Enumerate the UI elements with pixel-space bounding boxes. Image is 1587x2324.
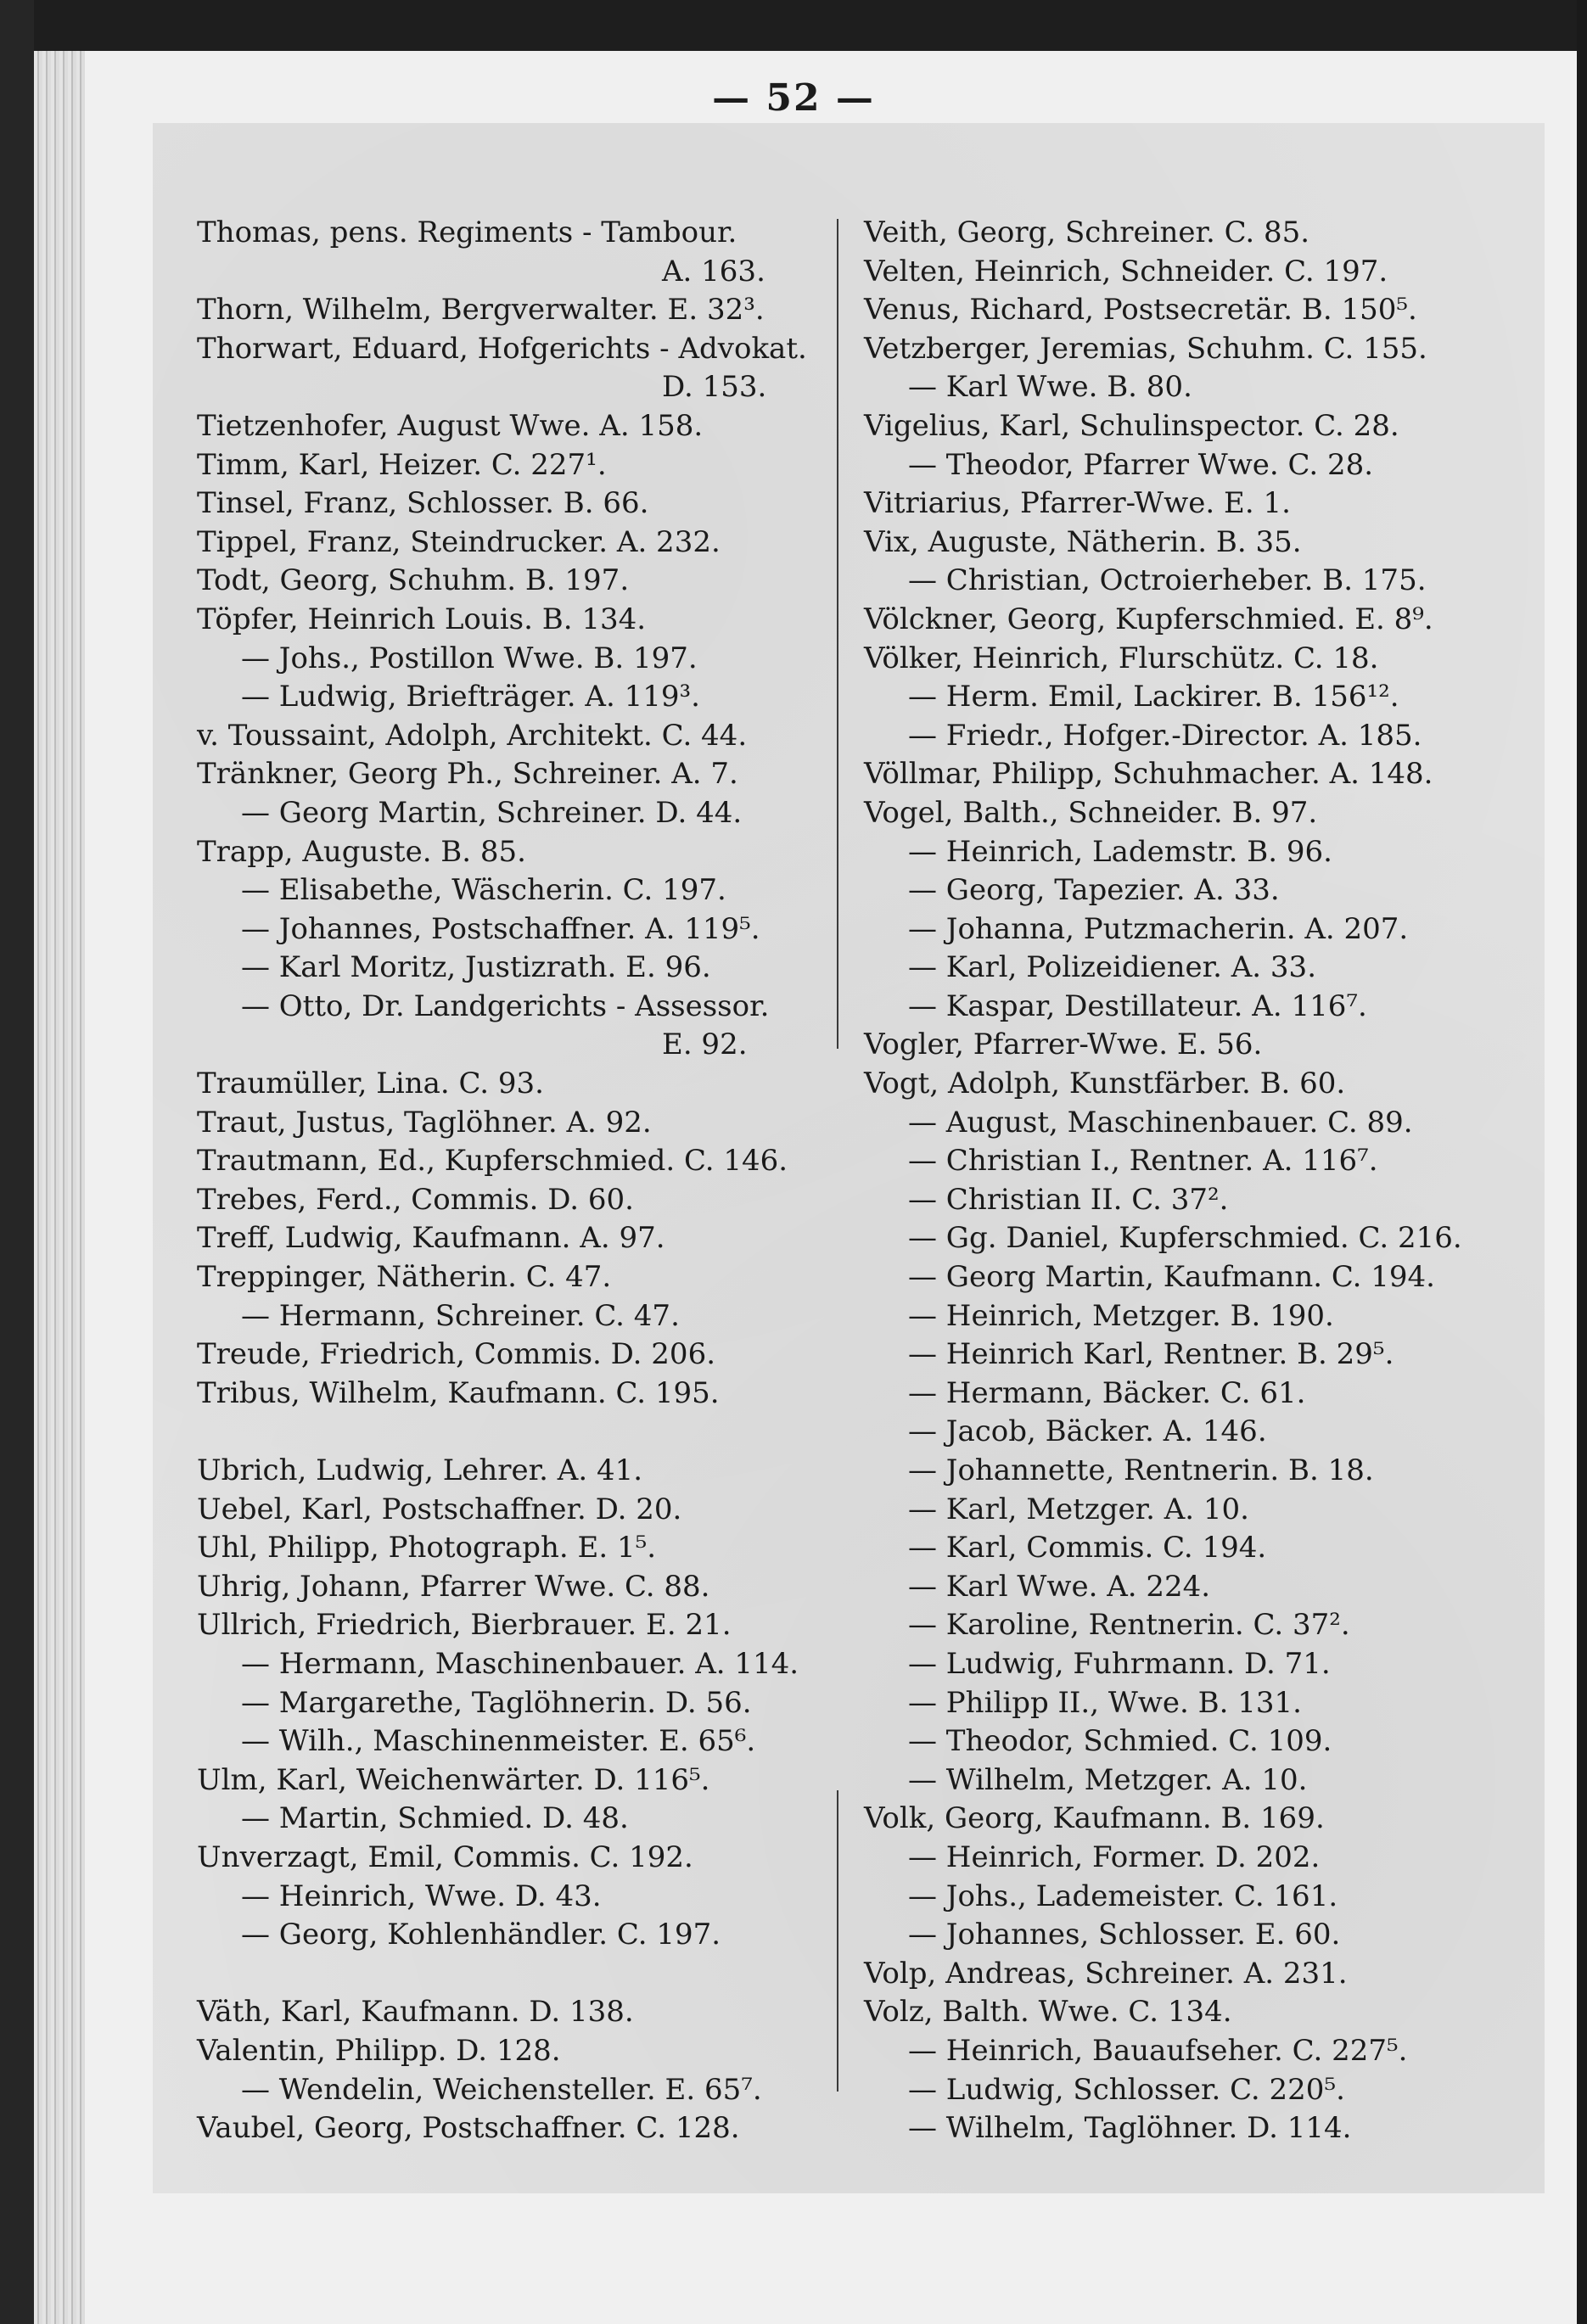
section-gap	[197, 1955, 876, 1994]
directory-entry: — Johannes, Postschaffner. A. 119⁵.	[241, 911, 760, 946]
directory-entry: — Georg Martin, Schreiner. D. 44.	[241, 795, 743, 830]
directory-entry: — Herm. Emil, Lackirer. B. 156¹².	[908, 680, 1399, 714]
directory-entry: — Karl Wwe. A. 224.	[908, 1569, 1211, 1604]
directory-entry: — Ludwig, Schlosser. C. 220⁵.	[908, 2072, 1345, 2107]
directory-entry: Trautmann, Ed., Kupferschmied. C. 146.	[197, 1144, 788, 1179]
directory-entry: — Heinrich, Wwe. D. 43.	[241, 1879, 602, 1913]
directory-entry: — Wilhelm, Metzger. A. 10.	[908, 1762, 1308, 1797]
directory-entry: — Karl, Commis. C. 194.	[908, 1531, 1267, 1565]
directory-entry: — Karl Wwe. B. 80.	[908, 370, 1192, 405]
directory-entry: — Christian I., Rentner. A. 116⁷.	[908, 1144, 1378, 1179]
entry-continuation: E. 92.	[662, 1028, 748, 1062]
directory-entry: Traumüller, Lina. C. 93.	[197, 1067, 544, 1101]
directory-entry: v. Toussaint, Adolph, Architekt. C. 44.	[197, 718, 748, 753]
directory-entry: — Gg. Daniel, Kupferschmied. C. 216.	[908, 1221, 1462, 1256]
directory-entry: — Karl Moritz, Justizrath. E. 96.	[241, 950, 711, 985]
directory-entry: — August, Maschinenbauer. C. 89.	[908, 1105, 1413, 1140]
directory-entry: Unverzagt, Emil, Commis. C. 192.	[197, 1840, 693, 1874]
directory-entry: Vogt, Adolph, Kunstfärber. B. 60.	[864, 1067, 1346, 1101]
directory-entry: — Johannette, Rentnerin. B. 18.	[908, 1453, 1374, 1487]
directory-entry: Tribus, Wilhelm, Kaufmann. C. 195.	[197, 1375, 720, 1410]
directory-entry: Trebes, Ferd., Commis. D. 60.	[197, 1182, 634, 1217]
directory-entry: Volp, Andreas, Schreiner. A. 231.	[864, 1956, 1348, 1991]
directory-entry: Thorwart, Eduard, Hofgerichts - Advokat.	[197, 331, 807, 366]
scan-left-edge	[0, 0, 34, 2324]
directory-entry: Ubrich, Ludwig, Lehrer. A. 41.	[197, 1453, 643, 1487]
page-number: — 52 —	[712, 76, 875, 120]
directory-entry: — Theodor, Pfarrer Wwe. C. 28.	[908, 447, 1374, 482]
directory-entry: Treff, Ludwig, Kaufmann. A. 97.	[197, 1221, 665, 1256]
directory-entry: — Georg, Tapezier. A. 33.	[908, 873, 1280, 908]
directory-entry: — Theodor, Schmied. C. 109.	[908, 1724, 1332, 1759]
directory-entry: — Otto, Dr. Landgerichts - Assessor.	[241, 988, 770, 1023]
directory-entry: — Philipp II., Wwe. B. 131.	[908, 1685, 1302, 1720]
scan-right-edge	[1577, 0, 1587, 2324]
directory-entry: Vetzberger, Jeremias, Schuhm. C. 155.	[864, 331, 1427, 366]
directory-entry: — Jacob, Bäcker. A. 146.	[908, 1414, 1267, 1449]
directory-entry: — Kaspar, Destillateur. A. 116⁷.	[908, 988, 1367, 1023]
directory-entry: Valentin, Philipp. D. 128.	[197, 2033, 561, 2068]
directory-entry: Traut, Justus, Taglöhner. A. 92.	[197, 1105, 652, 1140]
directory-entry: Thorn, Wilhelm, Bergverwalter. E. 32³.	[197, 293, 765, 328]
directory-entry: — Friedr., Hofger.-Director. A. 185.	[908, 718, 1422, 753]
right-column	[864, 214, 1509, 2148]
directory-entry: — Johs., Postillon Wwe. B. 197.	[241, 641, 698, 675]
directory-entry: — Johanna, Putzmacherin. A. 207.	[908, 911, 1409, 946]
left-column	[197, 214, 876, 2148]
directory-entry: Tippel, Franz, Steindrucker. A. 232.	[197, 524, 721, 559]
directory-entry: Vigelius, Karl, Schulinspector. C. 28.	[864, 408, 1399, 443]
directory-entry: Todt, Georg, Schuhm. B. 197.	[197, 563, 630, 598]
directory-entry: Timm, Karl, Heizer. C. 227¹.	[197, 447, 607, 482]
directory-entry: Volk, Georg, Kaufmann. B. 169.	[864, 1801, 1325, 1836]
directory-entry: — Heinrich, Lademstr. B. 96.	[908, 834, 1332, 869]
directory-entry: — Karoline, Rentnerin. C. 37².	[908, 1608, 1350, 1643]
entry-continuation: D. 153.	[662, 370, 767, 405]
directory-entry: — Georg Martin, Kaufmann. C. 194.	[908, 1260, 1435, 1295]
directory-entry: Venus, Richard, Postsecretär. B. 150⁵.	[864, 293, 1417, 328]
directory-entry: — Margarethe, Taglöhnerin. D. 56.	[241, 1685, 752, 1720]
directory-entry: Tränkner, Georg Ph., Schreiner. A. 7.	[197, 757, 738, 792]
directory-entry: — Karl, Polizeidiener. A. 33.	[908, 950, 1316, 985]
directory-entry: Völckner, Georg, Kupferschmied. E. 8⁹.	[864, 602, 1433, 636]
directory-entry: — Heinrich Karl, Rentner. B. 29⁵.	[908, 1337, 1394, 1372]
directory-entry: — Christian, Octroierheber. B. 175.	[908, 563, 1427, 598]
directory-entry: Völker, Heinrich, Flurschütz. C. 18.	[864, 641, 1379, 675]
directory-entry: Uebel, Karl, Postschaffner. D. 20.	[197, 1492, 682, 1526]
directory-entry: — Ludwig, Fuhrmann. D. 71.	[908, 1646, 1331, 1681]
directory-entry: Thomas, pens. Regiments - Tambour.	[197, 216, 737, 249]
page-stack-edges	[34, 51, 85, 2324]
directory-entry: Uhrig, Johann, Pfarrer Wwe. C. 88.	[197, 1569, 710, 1604]
directory-entry: Trapp, Auguste. B. 85.	[197, 834, 526, 869]
directory-entry: — Elisabethe, Wäscherin. C. 197.	[241, 873, 726, 908]
directory-entry: Ullrich, Friedrich, Bierbrauer. E. 21.	[197, 1608, 732, 1643]
entry-continuation: A. 163.	[662, 254, 765, 288]
directory-entry: Uhl, Philipp, Photograph. E. 1⁵.	[197, 1531, 657, 1565]
directory-entry: — Karl, Metzger. A. 10.	[908, 1492, 1249, 1526]
directory-entry: — Hermann, Maschinenbauer. A. 114.	[241, 1646, 799, 1681]
directory-entry: — Christian II. C. 37².	[908, 1182, 1229, 1217]
directory-entry: Ulm, Karl, Weichenwärter. D. 116⁵.	[197, 1762, 710, 1797]
directory-entry: Treude, Friedrich, Commis. D. 206.	[197, 1337, 716, 1372]
directory-entry: Vix, Auguste, Nätherin. B. 35.	[864, 524, 1302, 559]
directory-entry: Töpfer, Heinrich Louis. B. 134.	[197, 602, 647, 636]
directory-entry: — Ludwig, Briefträger. A. 119³.	[241, 680, 700, 714]
section-gap	[197, 1413, 876, 1452]
directory-entry: — Heinrich, Metzger. B. 190.	[908, 1298, 1334, 1333]
directory-entry: Volz, Balth. Wwe. C. 134.	[864, 1995, 1232, 2030]
directory-entry: Veith, Georg, Schreiner. C. 85.	[864, 216, 1310, 249]
directory-entry: — Johannes, Schlosser. E. 60.	[908, 1918, 1341, 1952]
directory-entry: — Hermann, Schreiner. C. 47.	[241, 1298, 680, 1333]
directory-entry: Vitriarius, Pfarrer-Wwe. E. 1.	[864, 486, 1291, 521]
directory-entry: — Hermann, Bäcker. C. 61.	[908, 1375, 1306, 1410]
directory-entry: — Heinrich, Bauaufseher. C. 227⁵.	[908, 2033, 1408, 2068]
directory-entry: — Martin, Schmied. D. 48.	[241, 1801, 629, 1836]
directory-entry: — Georg, Kohlenhändler. C. 197.	[241, 1918, 721, 1952]
directory-entry: Tinsel, Franz, Schlosser. B. 66.	[197, 486, 649, 521]
directory-entry: — Johs., Lademeister. C. 161.	[908, 1879, 1338, 1913]
scan-top-band	[0, 0, 1587, 51]
directory-entry: — Heinrich, Former. D. 202.	[908, 1840, 1321, 1874]
directory-entry: — Wendelin, Weichensteller. E. 65⁷.	[241, 2072, 762, 2107]
directory-entry: Tietzenhofer, August Wwe. A. 158.	[197, 408, 704, 443]
directory-entry: — Wilhelm, Taglöhner. D. 114.	[908, 2111, 1352, 2146]
directory-entry: Treppinger, Nätherin. C. 47.	[197, 1260, 612, 1295]
directory-entry: — Wilh., Maschinenmeister. E. 65⁶.	[241, 1724, 756, 1759]
directory-entry: Vaubel, Georg, Postschaffner. C. 128.	[197, 2111, 740, 2146]
directory-entry: Velten, Heinrich, Schneider. C. 197.	[864, 254, 1388, 288]
directory-entry: Vogel, Balth., Schneider. B. 97.	[864, 795, 1318, 830]
directory-entry: Völlmar, Philipp, Schuhmacher. A. 148.	[864, 757, 1433, 792]
directory-entry: Vogler, Pfarrer-Wwe. E. 56.	[864, 1028, 1263, 1062]
directory-entry: Väth, Karl, Kaufmann. D. 138.	[197, 1995, 634, 2030]
